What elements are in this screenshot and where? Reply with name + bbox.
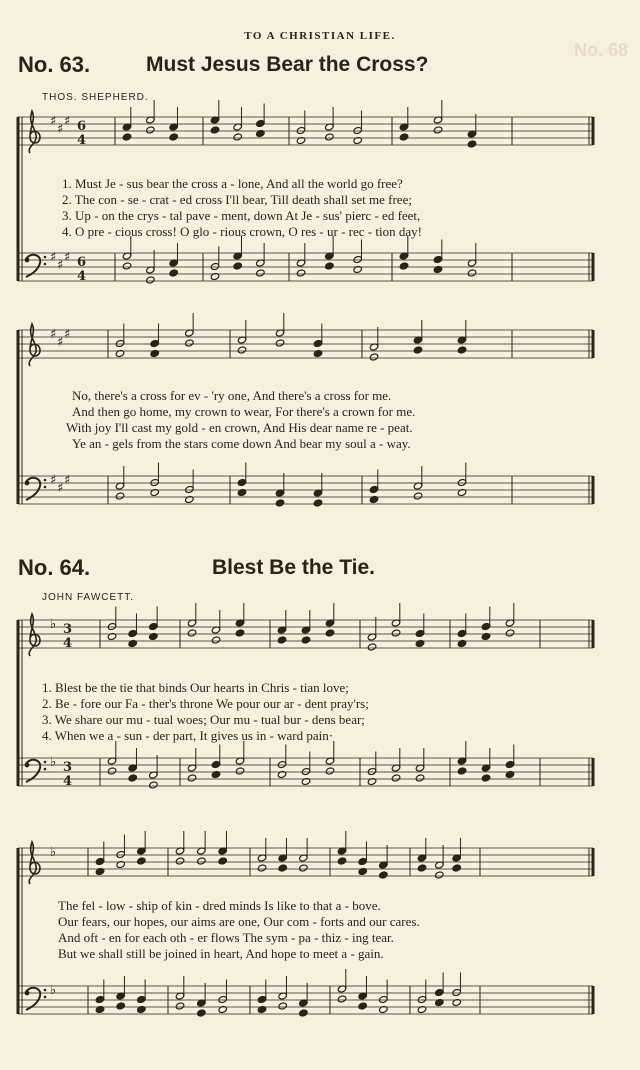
hymn-63-verse-4-line-a: 4. O pre - cious cross! O glo - rious crown, O res - ur - rec - tion day! <box>62 224 422 239</box>
svg-text:♭: ♭ <box>50 755 57 770</box>
svg-text:♯: ♯ <box>57 122 64 137</box>
svg-text:♯: ♯ <box>64 250 71 265</box>
running-head: TO A CHRISTIAN LIFE. <box>244 30 396 42</box>
hymn-63-verse-3-line-a: 3. Up - on the crys - tal pave - ment, down At Je - sus' pierc - ed feet, <box>62 208 421 223</box>
svg-text:3: 3 <box>63 622 73 637</box>
bass-staff <box>18 969 593 1017</box>
hymn-64-author: JOHN FAWCETT. <box>42 592 135 603</box>
svg-text:♭: ♭ <box>50 617 57 632</box>
bass-staff <box>18 463 593 507</box>
svg-text:♯: ♯ <box>50 250 57 265</box>
treble-staff <box>18 831 593 884</box>
treble-staff <box>18 603 593 656</box>
svg-text:♭: ♭ <box>50 983 57 998</box>
bass-staff <box>18 236 593 284</box>
hymn-63-title: Must Jesus Bear the Cross? <box>146 53 429 76</box>
svg-text:4: 4 <box>63 774 73 789</box>
svg-text:♯: ♯ <box>57 335 64 350</box>
svg-text:4: 4 <box>63 636 73 651</box>
svg-text:6: 6 <box>77 119 87 134</box>
svg-text:4: 4 <box>77 269 87 284</box>
hymn-64-number: No. 64. <box>18 555 91 580</box>
hymn-63-verse-4-line-b: Ye an - gels from the stars come down And bear my soul a - way. <box>72 436 411 451</box>
bass-staff <box>18 741 593 789</box>
svg-text:♯: ♯ <box>50 114 57 129</box>
hymn-64-verse-1-line-a: 1. Blest be the tie that binds Our hearts in Chris - tian love; <box>42 680 349 695</box>
hymn-63-verse-1-line-a: 1. Must Je - sus bear the cross a - lone, And all the world go free? <box>62 176 403 191</box>
hymn-64-title: Blest Be the Tie. <box>212 556 375 579</box>
hymn-63-verse-2-line-a: 2. The con - se - crat - ed cross I'll bear, Till death shall set me free; <box>62 192 412 207</box>
hymn-63-verse-2-line-b: And then go home, my crown to wear, For there's a crown for me. <box>72 404 416 419</box>
ghost-bleed-text: No. 68 <box>573 40 628 60</box>
hymn-63-verse-3-line-b: With joy I'll cast my gold - en crown, And His dear name re - peat. <box>66 420 413 435</box>
svg-text:♯: ♯ <box>64 473 71 488</box>
hymn-64-verse-3-line-b: And oft - en for each oth - er flows The sym - pa - thiz - ing tear. <box>58 930 394 945</box>
treble-staff <box>18 100 593 153</box>
svg-text:♯: ♯ <box>57 258 64 273</box>
hymn-63-verse-1-line-b: No, there's a cross for ev - 'ry one, And there's a cross for me. <box>72 388 392 403</box>
treble-staff <box>18 313 593 366</box>
svg-text:♯: ♯ <box>64 327 71 342</box>
hymn-63-author: THOS. SHEPHERD. <box>42 92 149 103</box>
hymn-64-verse-2-line-a: 2. Be - fore our Fa - ther's throne We pour our ar - dent pray'rs; <box>42 696 369 711</box>
hymn-64-verse-4-line-b: But we shall still be joined in heart, And hope to meet a - gain. <box>58 946 384 961</box>
svg-text:♯: ♯ <box>64 114 71 129</box>
svg-text:♯: ♯ <box>57 481 64 496</box>
svg-text:♯: ♯ <box>50 327 57 342</box>
hymn-64-verse-4-line-a: 4. When we a - sun - der part, It gives us in - ward pain· <box>42 728 334 743</box>
svg-text:6: 6 <box>77 255 87 270</box>
hymn-64-verse-1-line-b: The fel - low - ship of kin - dred minds Is like to that a - bove. <box>58 898 381 913</box>
hymn-64-verse-2-line-b: Our fears, our hopes, our aims are one, Our com - forts and our cares. <box>58 914 420 929</box>
svg-text:♯: ♯ <box>50 473 57 488</box>
hymn-63-number: No. 63. <box>18 52 91 77</box>
svg-text:3: 3 <box>63 760 73 775</box>
svg-text:4: 4 <box>77 133 87 148</box>
svg-text:♭: ♭ <box>50 845 57 860</box>
hymn-64-verse-3-line-a: 3. We share our mu - tual woes; Our mu - tual bur - dens bear; <box>42 712 365 727</box>
